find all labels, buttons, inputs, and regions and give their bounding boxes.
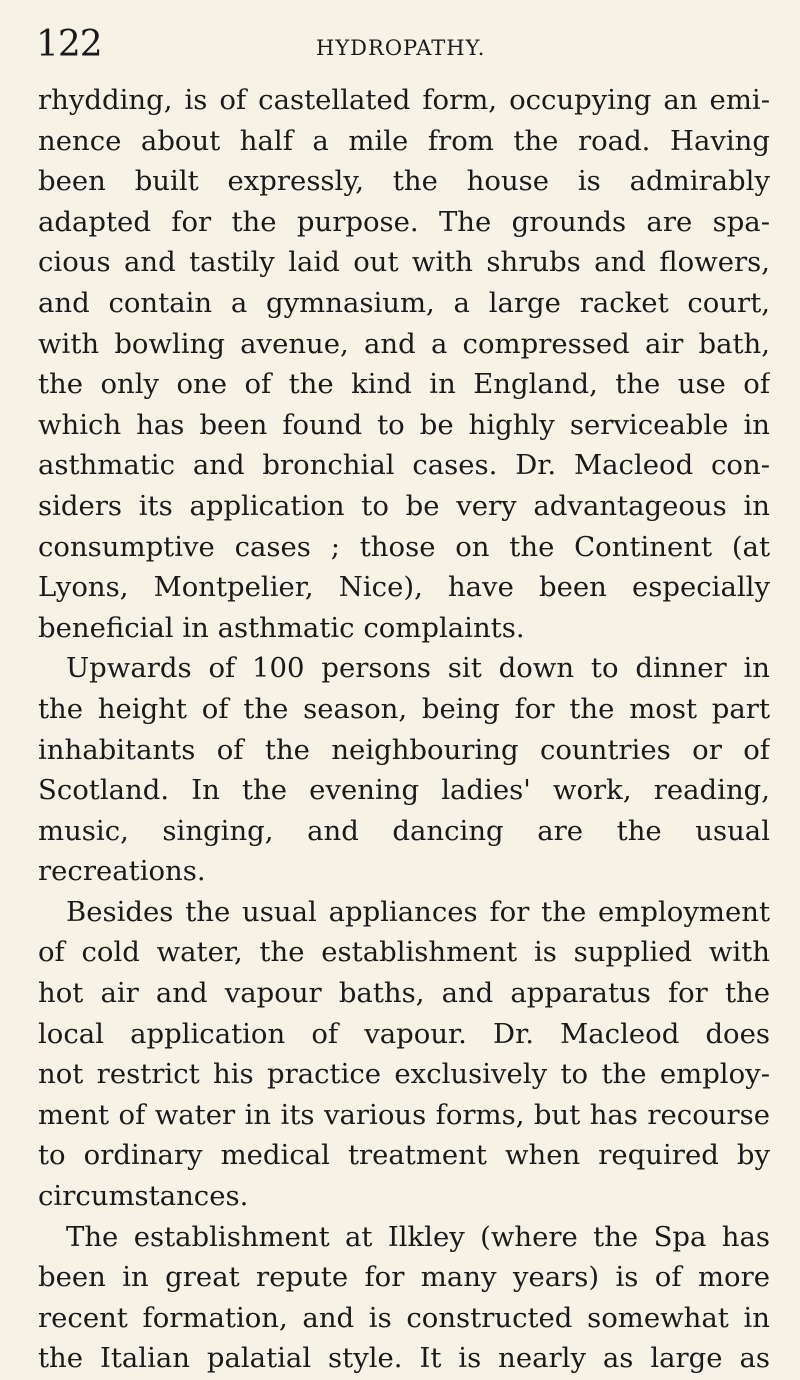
text-line: with bowling avenue, and a compressed air bath, bbox=[38, 327, 770, 360]
text-line: local application of vapour. Dr. Macleod does bbox=[38, 1017, 770, 1050]
text-line: rhydding, is of castellated form, occupying an emi- bbox=[38, 84, 770, 116]
text-line: ment of water in its various forms, but has recourse bbox=[38, 1098, 770, 1131]
running-head: HYDROPATHY. bbox=[316, 36, 486, 60]
page-header bbox=[36, 20, 776, 70]
text-line: beneficial in asthmatic complaints. bbox=[38, 611, 525, 644]
text-line: of cold water, the establishment is supplied with bbox=[38, 936, 770, 969]
body-text bbox=[38, 80, 770, 1379]
text-line: been built expressly, the house is admirably bbox=[38, 165, 770, 198]
text-line: the Italian palatial style. It is nearly as large as bbox=[38, 1342, 770, 1375]
text-line: recent formation, and is constructed somewhat in bbox=[38, 1301, 770, 1334]
text-line: recreations. bbox=[38, 855, 206, 888]
text-line: not restrict his practice exclusively to the employ- bbox=[38, 1058, 770, 1091]
text-line: and contain a gymnasium, a large racket court, bbox=[38, 286, 770, 319]
text-line: adapted for the purpose. The grounds are spa- bbox=[38, 205, 770, 238]
paragraph-first-line: Upwards of 100 persons sit down to dinner in bbox=[66, 652, 770, 685]
text-line: cious and tastily laid out with shrubs and flowers, bbox=[38, 246, 770, 279]
text-line: Scotland. In the evening ladies' work, reading, bbox=[38, 774, 770, 807]
text-line: hot air and vapour baths, and apparatus for the bbox=[38, 977, 770, 1010]
text-line: nence about half a mile from the road. Having bbox=[38, 124, 770, 157]
text-line: inhabitants of the neighbouring countries or of bbox=[38, 733, 770, 766]
page-number: 122 bbox=[36, 24, 102, 65]
text-line: the only one of the kind in England, the use of bbox=[38, 368, 770, 401]
text-line: to ordinary medical treatment when required by bbox=[38, 1139, 770, 1172]
paragraph-first-line: The establishment at Ilkley (where the Spa has bbox=[66, 1220, 770, 1253]
text-line: siders its application to be very advantageous in bbox=[38, 489, 770, 522]
text-line: circumstances. bbox=[38, 1180, 249, 1213]
paragraph-first-line: Besides the usual appliances for the employment bbox=[66, 895, 770, 928]
text-line: Lyons, Montpelier, Nice), have been especially bbox=[38, 571, 770, 604]
text-line: consumptive cases ; those on the Continent (at bbox=[38, 530, 770, 563]
text-line: been in great repute for many years) is of more bbox=[38, 1261, 770, 1294]
text-line: asthmatic and bronchial cases. Dr. Macleod con- bbox=[38, 449, 770, 482]
text-line: the height of the season, being for the most part bbox=[38, 692, 770, 725]
text-line: which has been found to be highly serviceable in bbox=[38, 408, 770, 441]
text-line: music, singing, and dancing are the usual bbox=[38, 814, 770, 847]
